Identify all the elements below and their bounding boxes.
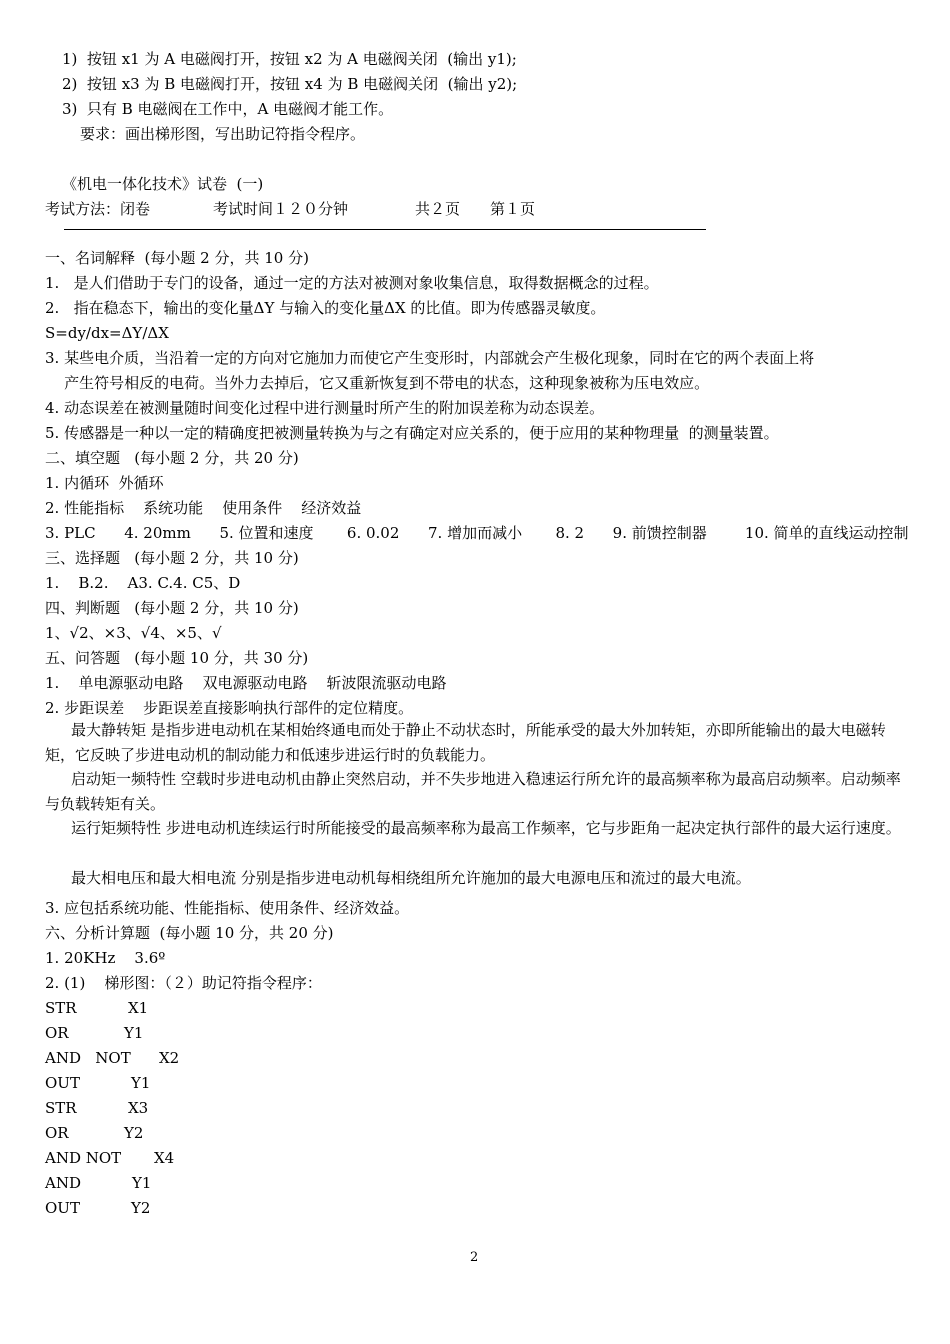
answer-5-1: 1. 单电源驱动电路 双电源驱动电路 斩波限流驱动电路	[45, 674, 447, 692]
answer-6-2: 2. (1) 梯形图：（２）助记符指令程序：	[45, 974, 322, 992]
instruction-arg: X2	[159, 1049, 180, 1067]
exam-method: 考试方法：闭卷	[45, 200, 151, 218]
paragraph-start-torque-freq: 启动矩一频特性 空载时步进电动机由静止突然启动，并不失步地进入稳速运行所允许的最高频率称为最高启动频率。启动频率与负载转矩有关。	[45, 770, 901, 813]
intro-line-3: 3) 只有 B 电磁阀在工作中，A 电磁阀才能工作。	[62, 100, 394, 118]
answer-2-1: 1. 内循环 外循环	[45, 474, 164, 492]
instruction-arg: Y2	[124, 1124, 144, 1142]
answer-1-1: 1. 是人们借助于专门的设备，通过一定的方法对被测对象收集信息，取得数据概念的过程。	[45, 274, 659, 292]
formula-line: S=dy/dx=ΔY/ΔX	[45, 324, 169, 342]
paragraph-running-torque-freq: 运行矩频特性 步进电动机连续运行时所能接受的最高频率称为最高工作频率，它与步距角一起决定执行部件的最大运行速度。	[71, 819, 901, 837]
instruction-op: STR	[45, 1099, 77, 1117]
paragraph-max-phase-voltage: 最大相电压和最大相电流 分别是指步进电动机每相绕组所允许施加的最大电源电压和流过的最大电流。	[71, 869, 751, 887]
separator-line	[64, 229, 706, 230]
intro-line-2: 2) 按钮 x3 为 B 电磁阀打开，按钮 x4 为 B 电磁阀关闭 (输出 y2);	[62, 75, 518, 93]
instruction-op: OUT	[45, 1199, 80, 1217]
section-2-heading: 二、填空题 (每小题 2 分，共 20 分)	[45, 449, 299, 467]
instruction-arg: Y2	[131, 1199, 151, 1217]
instruction-op: AND NOT	[45, 1049, 131, 1067]
requirement-line: 要求：画出梯形图，写出助记符指令程序。	[80, 125, 366, 143]
answer-5-2: 2. 步距误差 步距误差直接影响执行部件的定位精度。	[45, 699, 414, 717]
instruction-arg: X4	[154, 1149, 175, 1167]
answer-3: 1. B.2. A3. C.4. C5、D	[45, 574, 241, 592]
answer-1-4: 4. 动态误差在被测量随时间变化过程中进行测量时所产生的附加误差称为动态误差。	[45, 399, 605, 417]
section-3-heading: 三、选择题 (每小题 2 分，共 10 分)	[45, 549, 299, 567]
answer-4: 1、√2、×3、√4、×5、√	[45, 624, 222, 642]
answer-1-2: 2. 指在稳态下，输出的变化量ΔY 与输入的变化量ΔX 的比值。即为传感器灵敏度。	[45, 299, 606, 317]
exam-page: 第１页	[490, 200, 536, 218]
section-1-heading: 一、名词解释 (每小题 2 分，共 10 分)	[45, 249, 309, 267]
exam-pages: 共２页	[415, 200, 461, 218]
page-number: 2	[470, 1250, 479, 1265]
instruction-arg: Y1	[131, 1074, 151, 1092]
answer-2-3-10: 3. PLC 4. 20mm 5. 位置和速度 6. 0.02 7. 增加而减小 8. 2 9. 前馈控制器 10. 简单的直线运动控制	[45, 524, 909, 542]
intro-line-1: 1) 按钮 x1 为 A 电磁阀打开，按钮 x2 为 A 电磁阀关闭 (输出 y1);	[62, 50, 517, 68]
instruction-arg: Y1	[124, 1024, 144, 1042]
instruction-op: OR	[45, 1024, 69, 1042]
paragraph-max-static-torque: 最大静转矩 是指步进电动机在某相始终通电而处于静止不动状态时，所能承受的最大外加转矩，亦即所能输出的最大电磁转矩，它反映了步进电动机的制动能力和低速步进运行时的负载能力。	[45, 721, 886, 764]
exam-title: 《机电一体化技术》试卷 (一)	[62, 175, 264, 193]
answer-2-2: 2. 性能指标 系统功能 使用条件 经济效益	[45, 499, 362, 517]
section-4-heading: 四、判断题 (每小题 2 分，共 10 分)	[45, 599, 299, 617]
instruction-op: OUT	[45, 1074, 80, 1092]
answer-1-5: 5. 传感器是一种以一定的精确度把被测量转换为与之有确定对应关系的，便于应用的某种物理量 的测量装置。	[45, 424, 779, 442]
exam-time: 考试时间１２０分钟	[213, 200, 349, 218]
section-5-heading: 五、问答题 (每小题 10 分，共 30 分)	[45, 649, 309, 667]
answer-1-3: 3. 某些电介质，当沿着一定的方向对它施加力而使它产生变形时，内部就会产生极化现象，同时在它的两个表面上将	[45, 349, 815, 367]
instruction-arg: X1	[128, 999, 149, 1017]
instruction-op: AND	[45, 1174, 81, 1192]
instruction-op: OR	[45, 1124, 69, 1142]
answer-5-3: 3. 应包括系统功能、性能指标、使用条件、经济效益。	[45, 899, 410, 917]
answer-1-3-cont: 产生符号相反的电荷。当外力去掉后，它又重新恢复到不带电的状态，这种现象被称为压电效应。	[45, 374, 710, 392]
answer-6-1: 1. 20KHz 3.6º	[45, 949, 166, 967]
instruction-arg: Y1	[132, 1174, 152, 1192]
instruction-arg: X3	[128, 1099, 149, 1117]
instruction-op: STR	[45, 999, 77, 1017]
instruction-op: AND NOT	[45, 1149, 122, 1167]
section-6-heading: 六、分析计算题 (每小题 10 分，共 20 分)	[45, 924, 334, 942]
